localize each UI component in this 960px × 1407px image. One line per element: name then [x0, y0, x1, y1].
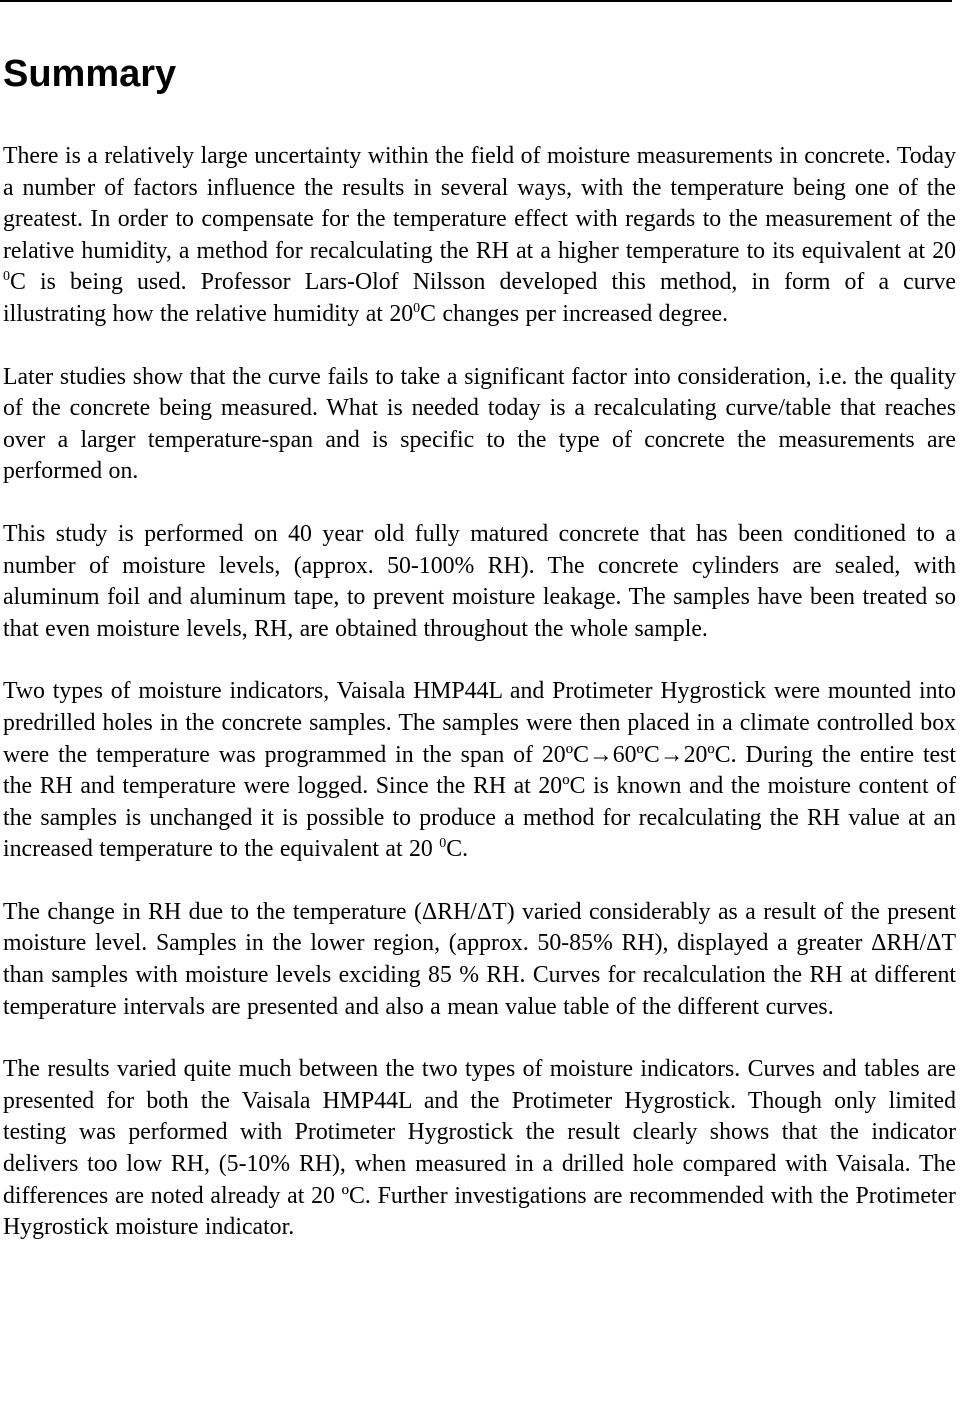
paragraph-4-text-2: C.	[446, 836, 469, 863]
paragraph-6	[3, 1054, 956, 1244]
paragraph-4	[3, 676, 956, 866]
paragraph-3-text: This study is performed on 40 year old fully matured concrete that has been conditioned to a number of moisture levels, (approx. 50-100% RH). The concrete cylinders are sealed, with aluminum foil and aluminum tape, to prevent moisture leakage. The samples have been treated so that even moisture levels, RH, are obtained throughout the whole sample.	[3, 520, 956, 642]
paragraph-1-text-2: C is being used. Professor Lars-Olof Nilsson developed this method, in form of a curve illustrating how the relative humidity at 20	[3, 269, 956, 327]
page-title: Summary	[3, 53, 177, 95]
paragraph-4-text-1: Two types of moisture indicators, Vaisala HMP44L and Protimeter Hygrostick were mounted into predrilled holes in the concrete samples. The samples were then placed in a climate controlled box were the temperature was programmed in the span of 20ºC→60ºC→20ºC. During the entire test the RH and temperature were logged. Since the RH at 20ºC is known and the moisture content of the samples is unchanged it is possible to produce a method for recalculating the RH value at an increased temperature to the equivalent at 20	[3, 678, 956, 863]
paragraph-5	[3, 897, 956, 1023]
degree-superscript: 0	[413, 300, 421, 316]
summary-section	[3, 48, 956, 1244]
paragraph-3	[3, 519, 956, 645]
paragraph-1-text-3: C changes per increased degree.	[420, 300, 729, 327]
paragraph-6-text: The results varied quite much between the two types of moisture indicators. Curves and tables are presented for both the Vaisala HMP44L and the Protimeter Hygrostick. Though only limited testing was performed with Protimeter Hygrostick the result clearly shows that the indicator delivers too low RH, (5-10% RH), when measured in a drilled hole compared with Vaisala. The differences are noted already at 20 ºC. Further investigations are recommended with the Protimeter Hygrostick moisture indicator.	[3, 1056, 956, 1241]
paragraph-5-text: The change in RH due to the temperature (ΔRH/ΔT) varied considerably as a result of the present moisture level. Samples in the lower region, (approx. 50-85% RH), displayed a greater ΔRH/ΔT than samples with moisture levels exciding 85 % RH. Curves for recalculation the RH at different temperature intervals are presented and also a mean value table of the different curves.	[3, 898, 956, 1020]
paragraph-2	[3, 362, 956, 488]
degree-superscript: 0	[3, 269, 10, 285]
paragraph-2-text: Later studies show that the curve fails to take a significant factor into consideration, i.e. the quality of the concrete being measured. What is needed today is a recalculating curve/table that reaches over a larger temperature-span and is specific to the type of concrete the measurements are performed on.	[3, 363, 956, 485]
paragraph-1-text-1: There is a relatively large uncertainty within the field of moisture measurements in concrete. Today a number of factors influence the results in several ways, with the temperature being one of the greatest. In order to compensate for the temperature effect with regards to the measurement of the relative humidity, a method for recalculating the RH at a higher temperature to its equivalent at 20	[3, 143, 956, 264]
top-rule	[0, 0, 952, 2]
degree-superscript: 0	[439, 836, 447, 852]
paragraph-1	[3, 141, 956, 331]
